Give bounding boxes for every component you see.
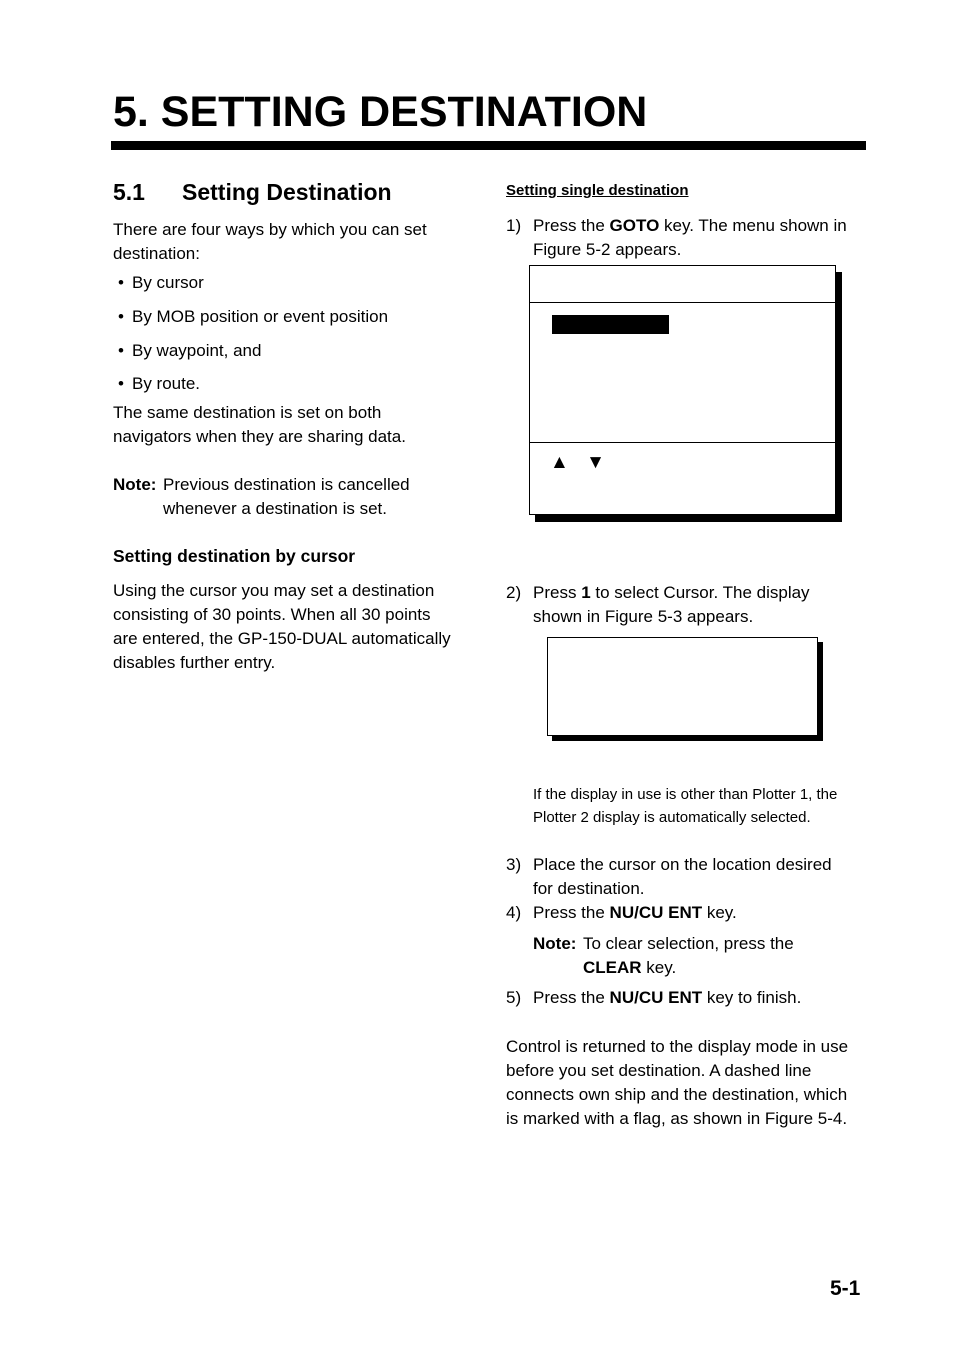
plotter-note: If the display in use is other than Plotter 1, the Plotter 2 display is automatically selected.: [533, 786, 838, 826]
step-4-note-text: To clear selection, press the CLEAR key.: [583, 934, 794, 977]
note-label: Note:: [113, 475, 157, 494]
step-2: 2) Press 1 to select Cursor. The display shown in Figure 5-3 appears.: [506, 583, 810, 626]
step-4-note: Note:: [533, 934, 577, 953]
goto-menu-figure: [529, 265, 836, 515]
single-destination-heading: Setting single destination: [506, 182, 689, 199]
step-3: 3) Place the cursor on the location desired for destination.: [506, 855, 832, 898]
menu-divider: [530, 302, 835, 303]
bullet-item: • By route.: [118, 374, 201, 393]
bullet-item: • By MOB position or event position: [118, 307, 389, 326]
closing-paragraph: Control is returned to the display mode in use before you set destination. A dashed line connects own ship and the destination, which is marked with a flag, as shown in Figure 5-4.: [506, 1037, 849, 1128]
step-1: 1) Press the GOTO key. The menu shown in Figure 5-2 appears.: [506, 216, 847, 259]
step-4: 4) Press the NU/CU ENT key.: [506, 903, 737, 922]
cursor-heading: Setting destination by cursor: [113, 546, 356, 566]
sharing-paragraph: The same destination is set on both navigators when they are sharing data.: [113, 403, 406, 446]
step-5: 5) Press the NU/CU ENT key to finish.: [506, 988, 802, 1007]
note-text: Previous destination is cancelled whenever a destination is set.: [163, 475, 410, 518]
cursor-display-figure: [547, 637, 818, 736]
menu-divider: [530, 442, 835, 443]
page-number: 5-1: [830, 1277, 861, 1300]
title-rule: [111, 141, 866, 150]
section-title: Setting Destination: [182, 179, 392, 205]
menu-highlight-bar: [552, 315, 669, 334]
up-down-arrows-icon: ▲ ▼: [550, 452, 611, 473]
cursor-paragraph: Using the cursor you may set a destination consisting of 30 points. When all 30 points are entered, the GP-150-DUAL automatically disables further entry.: [113, 581, 451, 672]
intro-paragraph: There are four ways by which you can set destination:: [113, 220, 427, 263]
section-number: 5.1: [113, 179, 145, 205]
chapter-title: 5. SETTING DESTINATION: [113, 88, 648, 136]
bullet-item: • By waypoint, and: [118, 341, 262, 360]
bullet-item: • By cursor: [118, 273, 204, 292]
